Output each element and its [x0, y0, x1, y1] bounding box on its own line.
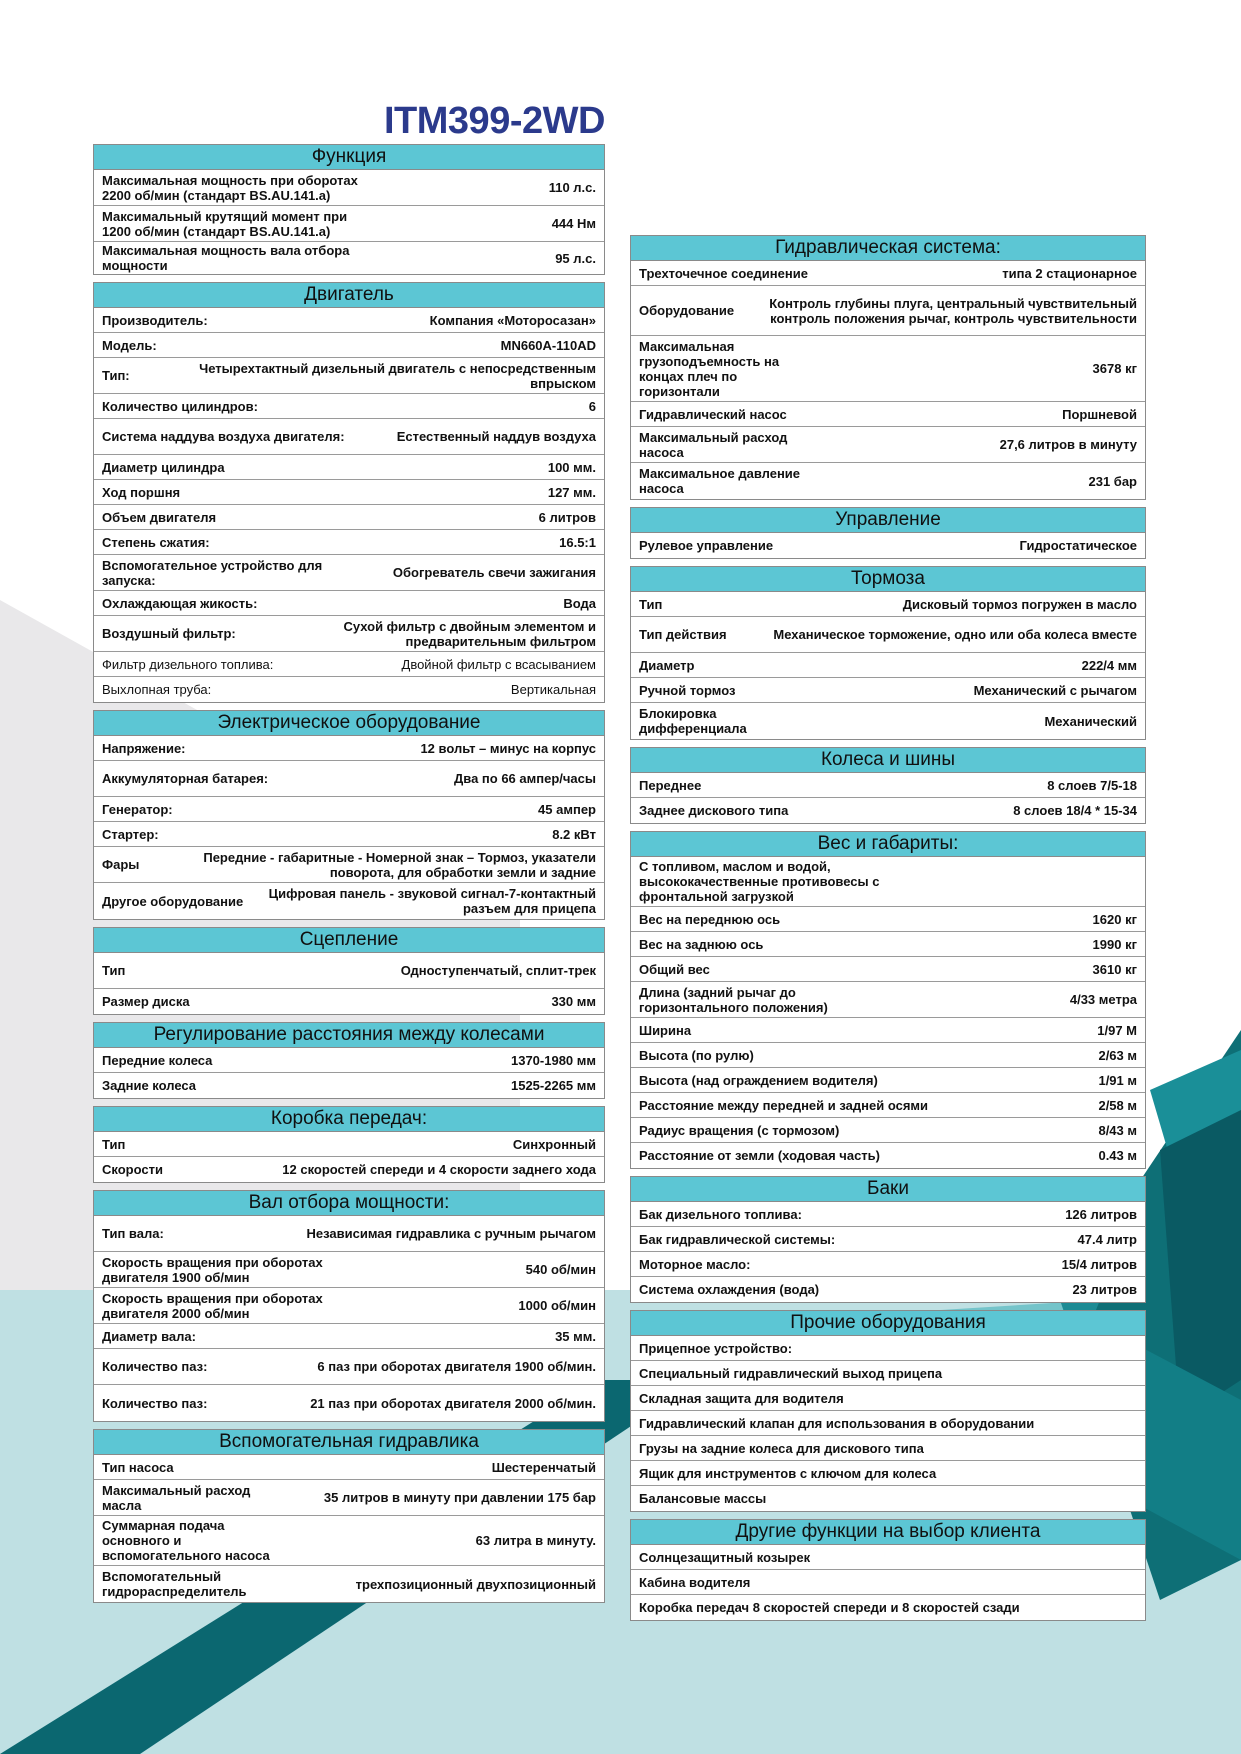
spec-row [94, 480, 604, 505]
spec-row [631, 1043, 1145, 1068]
spec-label: Гидравлический насос [639, 406, 787, 422]
spec-value: 6 литров [538, 509, 596, 525]
spec-label: Модель: [102, 337, 157, 353]
spec-label: Радиус вращения (с тормозом) [639, 1122, 840, 1138]
spec-value: 23 литров [1072, 1282, 1137, 1297]
spec-label: Расстояние от земли (ходовая часть) [639, 1148, 880, 1163]
spec-label: Тип [102, 1136, 126, 1152]
spec-label: Система охлаждения (вода) [639, 1282, 820, 1297]
spec-row [631, 1336, 1145, 1361]
spec-row [631, 773, 1145, 798]
spec-row [94, 530, 604, 555]
spec-value: 8.2 кВт [552, 826, 596, 842]
spec-value: 8 слоев 18/4 * 15-34 [1013, 803, 1137, 818]
spec-row [94, 1385, 604, 1421]
spec-row [94, 358, 604, 394]
spec-section [93, 1190, 605, 1422]
spec-label: Ручной тормоз [639, 682, 736, 698]
spec-row [94, 419, 604, 455]
spec-label: Диаметр вала: [102, 1328, 196, 1344]
section-header: Сцепление [94, 928, 604, 953]
spec-value: 330 мм [551, 994, 596, 1009]
spec-value: 4/33 метра [1069, 992, 1137, 1007]
spec-value: 2/63 м [1098, 1047, 1137, 1063]
spec-label: Ход поршня [102, 484, 181, 500]
spec-value: 444 Нм [551, 216, 596, 231]
spec-row [631, 1277, 1145, 1302]
spec-row [631, 1486, 1145, 1511]
spec-section [93, 927, 605, 1015]
spec-row [94, 989, 604, 1014]
right-column [630, 235, 1146, 1628]
spec-row [631, 1570, 1145, 1595]
spec-label: Оборудование [639, 303, 735, 318]
spec-value: 95 л.с. [555, 250, 596, 266]
spec-value: 21 паз при оборотах двигателя 2000 об/мин. [310, 1395, 596, 1411]
spec-label: Высота (по рулю) [639, 1047, 754, 1063]
spec-label: Диаметр цилиндра [102, 459, 225, 475]
spec-value: 8 слоев 7/5-18 [1047, 777, 1137, 793]
spec-row [631, 653, 1145, 678]
spec-value: 1370-1980 мм [510, 1052, 596, 1068]
spec-label: Скорости [102, 1162, 163, 1177]
spec-value: 1/97 М [1097, 1022, 1137, 1038]
spec-row [94, 1132, 604, 1157]
spec-row [631, 261, 1145, 286]
spec-value: 1525-2265 мм [510, 1078, 596, 1093]
spec-section [630, 507, 1146, 559]
spec-value: Вертикальная [510, 682, 596, 697]
spec-value: 15/4 литров [1061, 1256, 1137, 1272]
spec-row [94, 1216, 604, 1252]
spec-value: Механическое торможение, одно или оба колеса вместе [773, 627, 1137, 642]
spec-value: Одноступенчатый, сплит-трек [400, 963, 596, 978]
spec-label: Количество паз: [102, 1395, 208, 1411]
spec-label: Степень сжатия: [102, 534, 210, 550]
spec-row [94, 736, 604, 761]
spec-value: 0.43 м [1098, 1148, 1137, 1163]
spec-row [631, 703, 1145, 739]
spec-value: Дисковый тормоз погружен в масло [902, 596, 1137, 612]
spec-value: Компания «Моторосазан» [429, 312, 596, 328]
spec-label: Размер диска [102, 994, 190, 1009]
spec-value: 3678 кг [1092, 361, 1137, 376]
spec-row [94, 242, 604, 274]
spec-row [631, 907, 1145, 932]
spec-label: Максимальный расход насоса [639, 429, 788, 460]
spec-label: Задние колеса [102, 1078, 197, 1093]
spec-value: Сухой фильтр с двойным элементом и предварительным фильтром [343, 618, 596, 649]
spec-label: Максимальный крутящий момент при 1200 об/мин (стандарт BS.AU.141.a) [102, 208, 348, 239]
spec-value: 540 об/мин [525, 1262, 596, 1277]
section-header: Гидравлическая система: [631, 236, 1145, 261]
spec-row [94, 1324, 604, 1349]
spec-label: Вспомогательный гидрораспределитель [102, 1569, 247, 1599]
section-header: Вес и габариты: [631, 832, 1145, 857]
spec-row [631, 336, 1145, 402]
spec-value: 126 литров [1065, 1206, 1137, 1222]
spec-label: Длина (задний рычаг до горизонтального положения) [639, 984, 828, 1015]
spec-label: Специальный гидравлический выход прицепа [639, 1365, 943, 1381]
spec-row [94, 847, 604, 883]
spec-value: Поршневой [1062, 406, 1137, 422]
spec-label: Бак гидравлической системы: [639, 1231, 836, 1247]
spec-row [631, 1411, 1145, 1436]
spec-row [94, 170, 604, 206]
spec-value: 47.4 литр [1077, 1231, 1137, 1247]
spec-value: Обогреватель свечи зажигания [392, 565, 596, 580]
spec-row [94, 953, 604, 989]
spec-row [631, 1386, 1145, 1411]
spec-value: 45 ампер [538, 801, 596, 817]
spec-value: 127 мм. [547, 484, 596, 500]
spec-value: Передние - габаритные - Номерной знак – Тормоз, указатели поворота, для обработки земли и задние [203, 849, 596, 880]
spec-value: Естественный наддув воздуха [396, 429, 596, 444]
spec-row [94, 591, 604, 616]
spec-row [631, 1461, 1145, 1486]
spec-section [630, 1310, 1146, 1512]
spec-label: Генератор: [102, 801, 173, 817]
spec-label: Вспомогательное устройство для запуска: [102, 557, 323, 588]
spec-section [630, 1519, 1146, 1621]
spec-label: Диаметр [639, 657, 695, 673]
spec-row [631, 1595, 1145, 1620]
spec-section [630, 235, 1146, 500]
spec-label: Складная защита для водителя [639, 1390, 844, 1406]
spec-row [631, 617, 1145, 653]
spec-label: Тип действия [639, 627, 727, 642]
spec-label: Производитель: [102, 312, 208, 328]
spec-section [93, 1022, 605, 1099]
spec-label: Фильтр дизельного топлива: [102, 656, 274, 672]
spec-label: Расстояние между передней и задней осями [639, 1097, 929, 1113]
spec-label: Бак дизельного топлива: [639, 1206, 802, 1222]
spec-row [94, 652, 604, 677]
spec-label: Система наддува воздуха двигателя: [102, 429, 345, 444]
spec-value: 3610 кг [1092, 961, 1137, 977]
spec-row [94, 883, 604, 919]
spec-value: 6 [588, 398, 596, 414]
spec-label: Максимальная мощность при оборотах 2200 об/мин (стандарт BS.AU.141.a) [102, 172, 358, 203]
spec-row [94, 555, 604, 591]
section-header: Управление [631, 508, 1145, 533]
spec-value: 1990 кг [1092, 936, 1137, 952]
spec-section [93, 282, 605, 703]
spec-label: Тип [639, 596, 663, 612]
spec-label: Максимальная грузоподъемность на концах плеч по горизонтали [639, 338, 780, 399]
spec-value: Цифровая панель - звуковой сигнал-7-контактный разъем для прицепа [268, 886, 596, 916]
spec-value: 1000 об/мин [518, 1298, 596, 1313]
spec-row [631, 402, 1145, 427]
spec-row [94, 677, 604, 702]
spec-value: 8/43 м [1098, 1122, 1137, 1138]
spec-value: Четырехтактный дизельный двигатель с непосредственным впрыском [199, 360, 596, 391]
spec-value: 2/58 м [1098, 1097, 1137, 1113]
spec-label: Прицепное устройство: [639, 1340, 793, 1356]
spec-row [94, 1157, 604, 1182]
spec-label: С топливом, маслом и водой, высококачественные противовесы с фронтальной загрузкой [639, 859, 880, 904]
spec-section [630, 566, 1146, 740]
spec-row [631, 427, 1145, 463]
spec-label: Кабина водителя [639, 1574, 751, 1590]
spec-label: Тип насоса [102, 1459, 174, 1475]
spec-row [94, 1252, 604, 1288]
spec-label: Максимальная мощность вала отбора мощности [102, 243, 350, 273]
spec-label: Блокировка дифференциала [639, 706, 747, 736]
spec-value: 12 скоростей спереди и 4 скорости заднего хода [282, 1162, 596, 1177]
spec-row [631, 286, 1145, 336]
spec-value: 1/91 м [1098, 1072, 1137, 1088]
section-header: Баки [631, 1177, 1145, 1202]
spec-row [94, 308, 604, 333]
spec-value: 222/4 мм [1081, 657, 1137, 673]
spec-row [631, 1143, 1145, 1168]
spec-value: 110 л.с. [548, 180, 596, 195]
spec-row [94, 1048, 604, 1073]
spec-label: Переднее [639, 777, 702, 793]
spec-label: Гидравлический клапан для использования в оборудовании [639, 1415, 1035, 1431]
spec-value: типа 2 стационарное [1002, 265, 1137, 281]
spec-row [631, 957, 1145, 982]
spec-label: Скорость вращения при оборотах двигателя 2000 об/мин [102, 1290, 323, 1321]
spec-label: Вес на переднюю ось [639, 911, 781, 927]
section-header: Вспомогательная гидравлика [94, 1430, 604, 1455]
section-header: Колеса и шины [631, 748, 1145, 773]
spec-label: Вес на заднюю ось [639, 936, 764, 952]
spec-label: Количество паз: [102, 1359, 208, 1374]
spec-label: Охлаждающая жикость: [102, 595, 258, 611]
spec-label: Коробка передач 8 скоростей спереди и 8 скоростей сзади [639, 1600, 1020, 1615]
spec-label: Ящик для инструментов с ключом для колеса [639, 1465, 937, 1481]
spec-row [94, 616, 604, 652]
spec-row [94, 1455, 604, 1480]
spec-row [631, 1118, 1145, 1143]
spec-value: 12 вольт – минус на корпус [420, 740, 596, 756]
page-title: ITM399-2WD [384, 100, 605, 142]
section-header: Двигатель [94, 283, 604, 308]
spec-value: Гидростатическое [1019, 538, 1137, 553]
spec-row [631, 1018, 1145, 1043]
spec-row [631, 533, 1145, 558]
spec-row [94, 1073, 604, 1098]
spec-section [93, 144, 605, 275]
spec-section [630, 1176, 1146, 1303]
spec-label: Моторное масло: [639, 1256, 751, 1272]
spec-label: Рулевое управление [639, 538, 774, 553]
spec-value: Синхронный [512, 1136, 596, 1152]
spec-label: Балансовые массы [639, 1491, 767, 1506]
spec-value: 27,6 литров в минуту [999, 437, 1137, 452]
spec-value: Вода [563, 595, 596, 611]
left-column [93, 144, 605, 1610]
spec-label: Максимальное давление насоса [639, 466, 801, 496]
spec-row [94, 822, 604, 847]
spec-row [631, 1361, 1145, 1386]
spec-value: Шестеренчатый [491, 1459, 596, 1475]
spec-label: Трехточечное соединение [639, 265, 808, 281]
section-header: Прочие оборудования [631, 1311, 1145, 1336]
spec-value: Механический [1044, 713, 1137, 729]
spec-label: Солнцезащитный козырек [639, 1549, 811, 1565]
section-header: Коробка передач: [94, 1107, 604, 1132]
spec-row [631, 1545, 1145, 1570]
spec-row [94, 797, 604, 822]
spec-value: 63 литра в минуту. [475, 1533, 596, 1548]
spec-row [94, 1349, 604, 1385]
spec-value: Механический с рычагом [973, 682, 1137, 698]
spec-label: Тип: [102, 368, 130, 383]
section-header: Вал отбора мощности: [94, 1191, 604, 1216]
spec-row [631, 1227, 1145, 1252]
spec-value: 35 литров в минуту при давлении 175 бар [323, 1490, 596, 1505]
spec-row [631, 678, 1145, 703]
spec-label: Высота (над ограждением водителя) [639, 1072, 878, 1088]
spec-label: Аккумуляторная батарея: [102, 771, 269, 786]
spec-row [94, 1480, 604, 1516]
section-header: Тормоза [631, 567, 1145, 592]
spec-row [631, 798, 1145, 823]
spec-label: Общий вес [639, 961, 710, 977]
spec-row [631, 1436, 1145, 1461]
spec-label: Количество цилиндров: [102, 398, 258, 414]
spec-value: 16.5:1 [559, 534, 596, 550]
spec-label: Напряжение: [102, 740, 186, 756]
spec-value: Контроль глубины плуга, центральный чувствительный контроль положения рычаг, контроль чувствительности [769, 295, 1137, 326]
spec-value: Независимая гидравлика с ручным рычагом [306, 1226, 596, 1241]
spec-section [93, 1429, 605, 1603]
spec-label: Скорость вращения при оборотах двигателя 1900 об/мин [102, 1254, 323, 1285]
spec-label: Тип вала: [102, 1226, 164, 1241]
spec-label: Заднее дискового типа [639, 803, 789, 818]
section-header: Функция [94, 145, 604, 170]
spec-row [631, 1252, 1145, 1277]
spec-label: Выхлопная труба: [102, 682, 212, 697]
spec-row [631, 592, 1145, 617]
spec-row [94, 761, 604, 797]
spec-row [94, 1288, 604, 1324]
spec-value: трехпозиционный двухпозиционный [355, 1576, 596, 1592]
spec-row [631, 982, 1145, 1018]
spec-row [94, 505, 604, 530]
spec-value: 231 бар [1088, 473, 1137, 489]
spec-row [94, 394, 604, 419]
spec-row [631, 857, 1145, 907]
spec-label: Ширина [639, 1022, 692, 1038]
spec-section [630, 747, 1146, 824]
spec-label: Передние колеса [102, 1052, 213, 1068]
spec-label: Воздушный фильтр: [102, 626, 236, 641]
spec-row [94, 1516, 604, 1566]
spec-label: Максимальный расход масла [102, 1482, 251, 1513]
spec-section [93, 1106, 605, 1183]
spec-value: 100 мм. [547, 459, 596, 475]
spec-label: Стартер: [102, 826, 159, 842]
spec-label: Другое оборудование [102, 893, 244, 909]
section-header: Регулирование расстояния между колесами [94, 1023, 604, 1048]
spec-row [94, 206, 604, 242]
spec-value: Двойной фильтр с всасыванием [401, 656, 596, 672]
spec-value: MN660A-110AD [500, 337, 596, 353]
spec-section [630, 831, 1146, 1169]
spec-row [631, 463, 1145, 499]
section-header: Другие функции на выбор клиента [631, 1520, 1145, 1545]
spec-row [94, 1566, 604, 1602]
spec-row [631, 1068, 1145, 1093]
spec-value: Два по 66 ампер/часы [454, 771, 596, 786]
spec-row [94, 455, 604, 480]
spec-label: Объем двигателя [102, 509, 217, 525]
spec-label: Суммарная подача основного и вспомогательного насоса [102, 1518, 270, 1563]
section-header: Электрическое оборудование [94, 711, 604, 736]
spec-label: Фары [102, 857, 140, 872]
spec-value: 35 мм. [555, 1328, 596, 1344]
spec-row [631, 1202, 1145, 1227]
spec-section [93, 710, 605, 920]
spec-value: 6 паз при оборотах двигателя 1900 об/мин. [317, 1359, 596, 1374]
spec-value: 1620 кг [1092, 911, 1137, 927]
spec-label: Грузы на задние колеса для дискового типа [639, 1440, 924, 1456]
spec-row [631, 932, 1145, 957]
spec-label: Тип [102, 963, 126, 978]
spec-row [94, 333, 604, 358]
spec-row [631, 1093, 1145, 1118]
